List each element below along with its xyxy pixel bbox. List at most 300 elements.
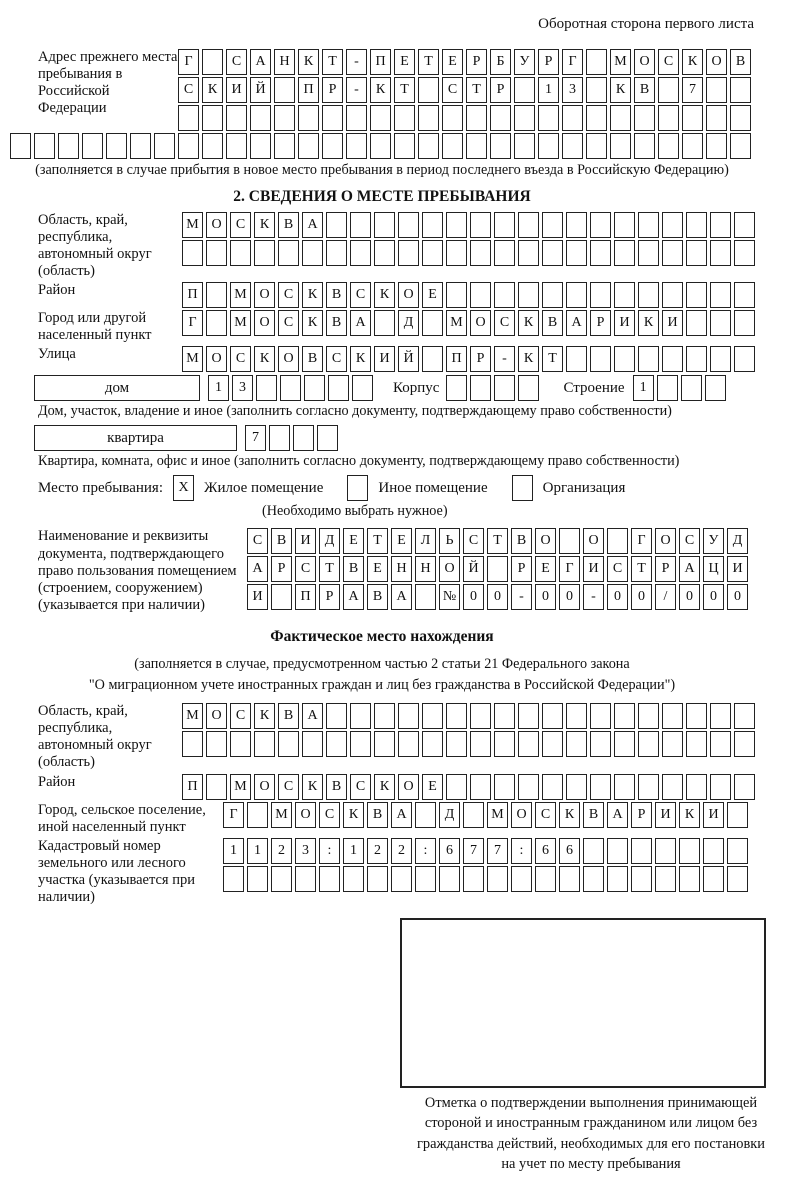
form-cell[interactable]: О: [398, 774, 419, 800]
form-cell[interactable]: [686, 774, 707, 800]
form-cell[interactable]: Г: [559, 556, 580, 582]
form-cell[interactable]: [226, 105, 247, 131]
form-cell[interactable]: [590, 731, 611, 757]
form-cell[interactable]: К: [518, 310, 539, 336]
form-cell[interactable]: К: [682, 49, 703, 75]
form-cell[interactable]: Т: [367, 528, 388, 554]
form-cell[interactable]: [271, 584, 292, 610]
form-cell[interactable]: [298, 133, 319, 159]
form-cell[interactable]: 1: [208, 375, 229, 401]
form-cell[interactable]: [590, 282, 611, 308]
form-cell[interactable]: [487, 866, 508, 892]
form-cell[interactable]: [466, 105, 487, 131]
form-cell[interactable]: В: [583, 802, 604, 828]
form-cell[interactable]: И: [583, 556, 604, 582]
form-cell[interactable]: И: [374, 346, 395, 372]
form-cell[interactable]: [374, 703, 395, 729]
form-cell[interactable]: [727, 866, 748, 892]
form-cell[interactable]: [490, 105, 511, 131]
form-cell[interactable]: [706, 77, 727, 103]
form-cell[interactable]: [734, 282, 755, 308]
form-cell[interactable]: И: [226, 77, 247, 103]
form-cell[interactable]: А: [247, 556, 268, 582]
form-cell[interactable]: [304, 375, 325, 401]
form-cell[interactable]: [470, 731, 491, 757]
form-cell[interactable]: [706, 105, 727, 131]
form-cell[interactable]: К: [343, 802, 364, 828]
form-cell[interactable]: Е: [391, 528, 412, 554]
form-cell[interactable]: [638, 774, 659, 800]
form-cell[interactable]: [662, 282, 683, 308]
form-cell[interactable]: [662, 703, 683, 729]
form-cell[interactable]: [682, 105, 703, 131]
form-cell[interactable]: [422, 240, 443, 266]
form-cell[interactable]: 0: [727, 584, 748, 610]
form-cell[interactable]: [662, 240, 683, 266]
form-cell[interactable]: Е: [535, 556, 556, 582]
form-cell[interactable]: О: [511, 802, 532, 828]
form-cell[interactable]: К: [638, 310, 659, 336]
form-cell[interactable]: Е: [367, 556, 388, 582]
form-cell[interactable]: [514, 105, 535, 131]
form-cell[interactable]: [463, 866, 484, 892]
form-cell[interactable]: [446, 774, 467, 800]
form-cell[interactable]: В: [302, 346, 323, 372]
form-cell[interactable]: К: [302, 310, 323, 336]
form-cell[interactable]: [559, 528, 580, 554]
form-cell[interactable]: [566, 774, 587, 800]
form-cell[interactable]: О: [206, 346, 227, 372]
form-cell[interactable]: [398, 240, 419, 266]
form-cell[interactable]: [418, 105, 439, 131]
form-cell[interactable]: [518, 240, 539, 266]
form-cell[interactable]: В: [278, 212, 299, 238]
form-cell[interactable]: [655, 838, 676, 864]
form-cell[interactable]: 0: [487, 584, 508, 610]
form-cell[interactable]: [254, 240, 275, 266]
form-cell[interactable]: [470, 774, 491, 800]
form-cell[interactable]: 0: [535, 584, 556, 610]
form-cell[interactable]: Т: [394, 77, 415, 103]
form-cell[interactable]: [631, 838, 652, 864]
form-cell[interactable]: [586, 77, 607, 103]
form-cell[interactable]: [710, 212, 731, 238]
form-cell[interactable]: [559, 866, 580, 892]
form-cell[interactable]: [607, 528, 628, 554]
form-cell[interactable]: [658, 133, 679, 159]
form-cell[interactable]: [182, 731, 203, 757]
form-cell[interactable]: [326, 703, 347, 729]
form-cell[interactable]: И: [247, 584, 268, 610]
form-cell[interactable]: Г: [562, 49, 583, 75]
form-cell[interactable]: [686, 310, 707, 336]
form-cell[interactable]: [398, 731, 419, 757]
form-cell[interactable]: [470, 282, 491, 308]
form-cell[interactable]: Р: [470, 346, 491, 372]
form-cell[interactable]: [350, 731, 371, 757]
form-cell[interactable]: Е: [422, 774, 443, 800]
form-cell[interactable]: А: [566, 310, 587, 336]
form-cell[interactable]: [415, 584, 436, 610]
form-cell[interactable]: [230, 240, 251, 266]
form-cell[interactable]: [686, 212, 707, 238]
form-cell[interactable]: [638, 240, 659, 266]
form-cell[interactable]: :: [319, 838, 340, 864]
form-cell[interactable]: [352, 375, 373, 401]
form-cell[interactable]: [463, 802, 484, 828]
form-cell[interactable]: [710, 240, 731, 266]
form-cell[interactable]: -: [494, 346, 515, 372]
form-cell[interactable]: -: [346, 49, 367, 75]
form-cell[interactable]: [590, 703, 611, 729]
form-cell[interactable]: [518, 375, 539, 401]
form-cell[interactable]: [734, 212, 755, 238]
form-cell[interactable]: 7: [245, 425, 266, 451]
form-cell[interactable]: О: [206, 212, 227, 238]
form-cell[interactable]: [422, 346, 443, 372]
form-cell[interactable]: [326, 240, 347, 266]
form-cell[interactable]: [295, 866, 316, 892]
form-cell[interactable]: [274, 133, 295, 159]
form-cell[interactable]: О: [583, 528, 604, 554]
form-cell[interactable]: [590, 346, 611, 372]
form-cell[interactable]: [610, 105, 631, 131]
form-cell[interactable]: [398, 212, 419, 238]
form-cell[interactable]: [82, 133, 103, 159]
form-cell[interactable]: [566, 212, 587, 238]
form-cell[interactable]: -: [511, 584, 532, 610]
form-cell[interactable]: С: [319, 802, 340, 828]
form-cell[interactable]: [679, 838, 700, 864]
form-cell[interactable]: [586, 133, 607, 159]
form-cell[interactable]: О: [470, 310, 491, 336]
form-cell[interactable]: [206, 731, 227, 757]
form-cell[interactable]: М: [230, 774, 251, 800]
form-cell[interactable]: [154, 133, 175, 159]
form-cell[interactable]: [638, 731, 659, 757]
form-cell[interactable]: [415, 866, 436, 892]
form-cell[interactable]: Е: [422, 282, 443, 308]
form-cell[interactable]: С: [679, 528, 700, 554]
form-cell[interactable]: С: [247, 528, 268, 554]
form-cell[interactable]: О: [634, 49, 655, 75]
form-cell[interactable]: Г: [223, 802, 244, 828]
form-cell[interactable]: [446, 240, 467, 266]
form-cell[interactable]: Р: [631, 802, 652, 828]
form-cell[interactable]: В: [730, 49, 751, 75]
form-cell[interactable]: [442, 133, 463, 159]
form-cell[interactable]: 1: [247, 838, 268, 864]
form-cell[interactable]: [34, 133, 55, 159]
form-cell[interactable]: В: [326, 774, 347, 800]
form-cell[interactable]: [466, 133, 487, 159]
form-cell[interactable]: [178, 105, 199, 131]
form-cell[interactable]: [494, 240, 515, 266]
form-cell[interactable]: [730, 133, 751, 159]
form-cell[interactable]: [734, 240, 755, 266]
form-cell[interactable]: [710, 346, 731, 372]
form-cell[interactable]: Т: [542, 346, 563, 372]
form-cell[interactable]: [391, 866, 412, 892]
form-cell[interactable]: [638, 212, 659, 238]
form-cell[interactable]: С: [535, 802, 556, 828]
form-cell[interactable]: А: [250, 49, 271, 75]
form-cell[interactable]: О: [295, 802, 316, 828]
form-cell[interactable]: [317, 425, 338, 451]
form-cell[interactable]: [446, 282, 467, 308]
form-cell[interactable]: [10, 133, 31, 159]
form-cell[interactable]: 7: [463, 838, 484, 864]
form-cell[interactable]: [614, 346, 635, 372]
form-cell[interactable]: 1: [223, 838, 244, 864]
form-cell[interactable]: Г: [631, 528, 652, 554]
form-cell[interactable]: 1: [633, 375, 654, 401]
form-cell[interactable]: [638, 703, 659, 729]
form-cell[interactable]: [734, 731, 755, 757]
form-cell[interactable]: [202, 133, 223, 159]
form-cell[interactable]: [230, 731, 251, 757]
form-cell[interactable]: [322, 133, 343, 159]
form-cell[interactable]: О: [655, 528, 676, 554]
form-cell[interactable]: [566, 703, 587, 729]
form-cell[interactable]: [422, 310, 443, 336]
form-cell[interactable]: О: [706, 49, 727, 75]
form-cell[interactable]: П: [295, 584, 316, 610]
form-cell[interactable]: [703, 866, 724, 892]
form-cell[interactable]: [182, 240, 203, 266]
form-cell[interactable]: Р: [590, 310, 611, 336]
form-cell[interactable]: [590, 212, 611, 238]
form-cell[interactable]: [271, 866, 292, 892]
form-cell[interactable]: И: [662, 310, 683, 336]
form-cell[interactable]: Д: [727, 528, 748, 554]
form-cell[interactable]: [710, 731, 731, 757]
form-cell[interactable]: [494, 282, 515, 308]
form-cell[interactable]: [394, 133, 415, 159]
form-cell[interactable]: [511, 866, 532, 892]
form-cell[interactable]: [542, 282, 563, 308]
form-cell[interactable]: [418, 77, 439, 103]
form-cell[interactable]: [679, 866, 700, 892]
form-cell[interactable]: [682, 133, 703, 159]
form-cell[interactable]: К: [298, 49, 319, 75]
stay-type-checkbox-residential[interactable]: X: [173, 475, 194, 501]
form-cell[interactable]: [634, 133, 655, 159]
form-cell[interactable]: Т: [466, 77, 487, 103]
form-cell[interactable]: Б: [490, 49, 511, 75]
form-cell[interactable]: К: [559, 802, 580, 828]
form-cell[interactable]: [710, 703, 731, 729]
form-cell[interactable]: [470, 240, 491, 266]
form-cell[interactable]: П: [182, 282, 203, 308]
form-cell[interactable]: №: [439, 584, 460, 610]
form-cell[interactable]: [538, 105, 559, 131]
form-cell[interactable]: [614, 212, 635, 238]
form-cell[interactable]: Р: [490, 77, 511, 103]
form-cell[interactable]: Н: [391, 556, 412, 582]
form-cell[interactable]: [535, 866, 556, 892]
form-cell[interactable]: [734, 346, 755, 372]
form-cell[interactable]: [494, 703, 515, 729]
form-cell[interactable]: С: [463, 528, 484, 554]
form-cell[interactable]: Ь: [439, 528, 460, 554]
form-cell[interactable]: :: [415, 838, 436, 864]
form-cell[interactable]: [514, 77, 535, 103]
form-cell[interactable]: [706, 133, 727, 159]
form-cell[interactable]: 1: [343, 838, 364, 864]
form-cell[interactable]: [542, 212, 563, 238]
form-cell[interactable]: 2: [391, 838, 412, 864]
form-cell[interactable]: П: [446, 346, 467, 372]
form-cell[interactable]: В: [542, 310, 563, 336]
form-cell[interactable]: А: [607, 802, 628, 828]
form-cell[interactable]: [446, 731, 467, 757]
form-cell[interactable]: [293, 425, 314, 451]
form-cell[interactable]: [662, 731, 683, 757]
form-cell[interactable]: Т: [322, 49, 343, 75]
form-cell[interactable]: К: [302, 282, 323, 308]
form-cell[interactable]: [583, 866, 604, 892]
form-cell[interactable]: Е: [394, 49, 415, 75]
form-cell[interactable]: [326, 731, 347, 757]
form-cell[interactable]: [727, 802, 748, 828]
form-cell[interactable]: К: [679, 802, 700, 828]
form-cell[interactable]: [206, 774, 227, 800]
form-cell[interactable]: 3: [232, 375, 253, 401]
form-cell[interactable]: /: [655, 584, 676, 610]
form-cell[interactable]: Н: [415, 556, 436, 582]
form-cell[interactable]: К: [518, 346, 539, 372]
form-cell[interactable]: О: [254, 282, 275, 308]
form-cell[interactable]: М: [230, 282, 251, 308]
form-cell[interactable]: [710, 310, 731, 336]
form-cell[interactable]: [614, 731, 635, 757]
form-cell[interactable]: 7: [682, 77, 703, 103]
form-cell[interactable]: О: [206, 703, 227, 729]
form-cell[interactable]: С: [442, 77, 463, 103]
form-cell[interactable]: Д: [439, 802, 460, 828]
form-cell[interactable]: О: [278, 346, 299, 372]
form-cell[interactable]: [655, 866, 676, 892]
form-cell[interactable]: К: [610, 77, 631, 103]
form-cell[interactable]: И: [703, 802, 724, 828]
form-cell[interactable]: Р: [511, 556, 532, 582]
form-cell[interactable]: [607, 866, 628, 892]
form-cell[interactable]: [730, 105, 751, 131]
form-cell[interactable]: [350, 240, 371, 266]
form-cell[interactable]: [494, 212, 515, 238]
form-cell[interactable]: [446, 212, 467, 238]
form-cell[interactable]: А: [343, 584, 364, 610]
form-cell[interactable]: С: [494, 310, 515, 336]
form-cell[interactable]: В: [278, 703, 299, 729]
form-cell[interactable]: [343, 866, 364, 892]
form-cell[interactable]: [590, 240, 611, 266]
form-cell[interactable]: В: [343, 556, 364, 582]
form-cell[interactable]: В: [367, 802, 388, 828]
stay-type-checkbox-other[interactable]: [347, 475, 368, 501]
form-cell[interactable]: Р: [466, 49, 487, 75]
form-cell[interactable]: А: [391, 584, 412, 610]
form-cell[interactable]: К: [254, 703, 275, 729]
form-cell[interactable]: [350, 212, 371, 238]
form-cell[interactable]: [370, 105, 391, 131]
form-cell[interactable]: 0: [631, 584, 652, 610]
form-cell[interactable]: С: [278, 310, 299, 336]
form-cell[interactable]: Д: [398, 310, 419, 336]
form-cell[interactable]: [518, 731, 539, 757]
form-cell[interactable]: 1: [538, 77, 559, 103]
form-cell[interactable]: 0: [559, 584, 580, 610]
form-cell[interactable]: [490, 133, 511, 159]
form-cell[interactable]: М: [182, 703, 203, 729]
form-cell[interactable]: Т: [487, 528, 508, 554]
form-cell[interactable]: [58, 133, 79, 159]
form-cell[interactable]: [634, 105, 655, 131]
form-cell[interactable]: К: [370, 77, 391, 103]
form-cell[interactable]: С: [230, 212, 251, 238]
form-cell[interactable]: 6: [559, 838, 580, 864]
form-cell[interactable]: [446, 375, 467, 401]
form-cell[interactable]: [614, 282, 635, 308]
form-cell[interactable]: А: [679, 556, 700, 582]
form-cell[interactable]: [734, 703, 755, 729]
form-cell[interactable]: С: [278, 774, 299, 800]
form-cell[interactable]: [202, 105, 223, 131]
form-cell[interactable]: 2: [271, 838, 292, 864]
form-cell[interactable]: [518, 282, 539, 308]
form-cell[interactable]: Т: [319, 556, 340, 582]
form-cell[interactable]: [346, 105, 367, 131]
form-cell[interactable]: О: [439, 556, 460, 582]
form-cell[interactable]: Н: [274, 49, 295, 75]
form-cell[interactable]: [280, 375, 301, 401]
form-cell[interactable]: [638, 282, 659, 308]
form-cell[interactable]: О: [254, 774, 275, 800]
form-cell[interactable]: [328, 375, 349, 401]
form-cell[interactable]: 0: [703, 584, 724, 610]
form-cell[interactable]: [583, 838, 604, 864]
form-cell[interactable]: Й: [398, 346, 419, 372]
form-cell[interactable]: [130, 133, 151, 159]
form-cell[interactable]: Г: [178, 49, 199, 75]
form-cell[interactable]: 0: [463, 584, 484, 610]
form-cell[interactable]: [542, 703, 563, 729]
form-cell[interactable]: О: [254, 310, 275, 336]
form-cell[interactable]: [686, 703, 707, 729]
form-cell[interactable]: [322, 105, 343, 131]
form-cell[interactable]: [562, 133, 583, 159]
form-cell[interactable]: [542, 774, 563, 800]
form-cell[interactable]: [269, 425, 290, 451]
form-cell[interactable]: В: [326, 282, 347, 308]
form-cell[interactable]: [254, 731, 275, 757]
form-cell[interactable]: А: [391, 802, 412, 828]
form-cell[interactable]: [657, 375, 678, 401]
form-cell[interactable]: С: [230, 703, 251, 729]
form-cell[interactable]: В: [511, 528, 532, 554]
form-cell[interactable]: О: [535, 528, 556, 554]
form-cell[interactable]: М: [182, 346, 203, 372]
form-cell[interactable]: [226, 133, 247, 159]
form-cell[interactable]: [319, 866, 340, 892]
form-cell[interactable]: Л: [415, 528, 436, 554]
form-cell[interactable]: П: [182, 774, 203, 800]
form-cell[interactable]: А: [350, 310, 371, 336]
form-cell[interactable]: С: [607, 556, 628, 582]
form-cell[interactable]: [586, 105, 607, 131]
form-cell[interactable]: [206, 310, 227, 336]
